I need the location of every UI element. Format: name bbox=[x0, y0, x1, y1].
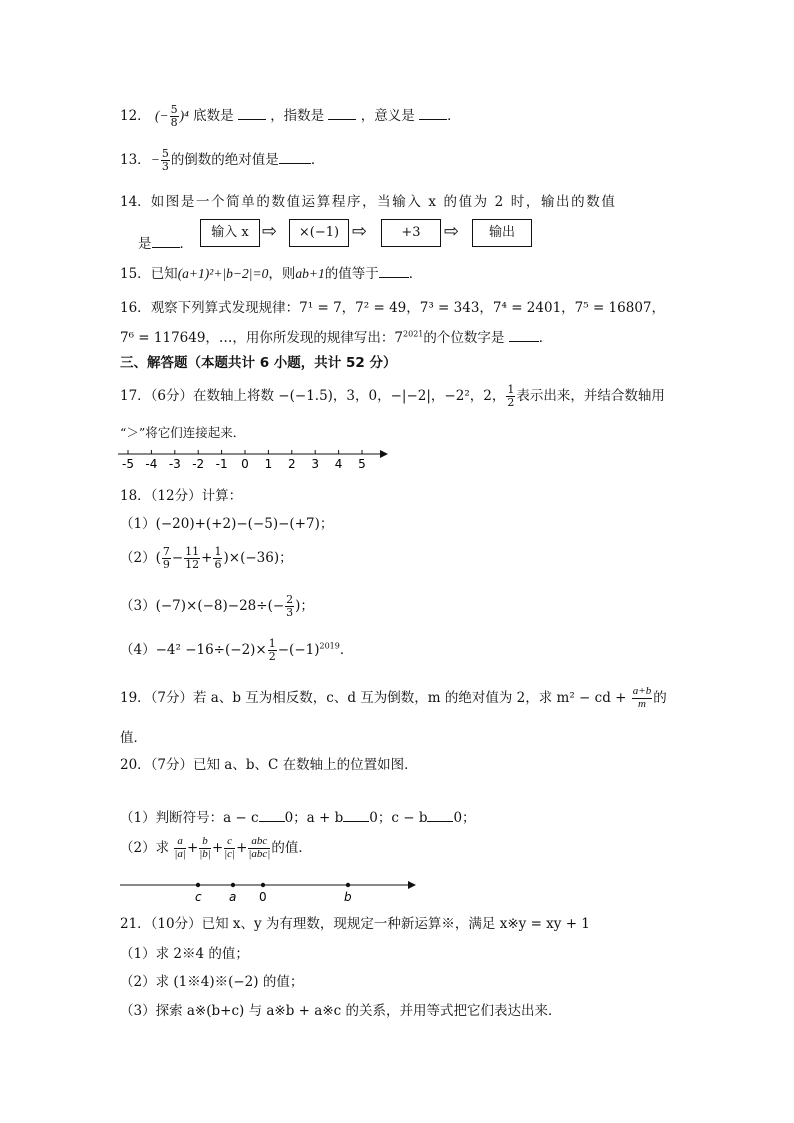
question-20: 20．（7分）已知 a、b、C 在数轴上的位置如图． bbox=[120, 757, 418, 773]
question-21: 21．（10分）已知 x、y 为有理数，现规定一种新运算※，满足 x※y = xy + 1 bbox=[120, 916, 590, 932]
tick-label: 0 bbox=[241, 457, 249, 471]
fraction: $\frac{a}{|a|}$ bbox=[174, 835, 186, 860]
answer-blank[interactable] bbox=[238, 107, 266, 120]
number-line-20 bbox=[118, 876, 418, 906]
question-14-line2: 是 ． bbox=[138, 236, 193, 252]
answer-blank[interactable] bbox=[509, 329, 539, 342]
tick-label: 4 bbox=[334, 457, 343, 471]
flow-box-multiply: ×(−1) bbox=[289, 219, 349, 247]
question-17: 17．（6分）在数轴上将数 −(−1.5)，3，0，−|−2|，−2²，2， $\frac{1}{2}$ 表示出来，并结合数轴用 bbox=[120, 383, 665, 409]
answer-blank[interactable] bbox=[379, 265, 409, 278]
question-17-line2: “＞”将它们连接起来． bbox=[120, 425, 246, 440]
fraction: $\frac{1}{2}$ bbox=[268, 637, 276, 663]
fraction: $\frac{2}{3}$ bbox=[286, 593, 294, 619]
answer-blank[interactable] bbox=[328, 107, 356, 120]
question-15: 15．已知(a+1)²+|b−2|=0，则ab+1的值等于 ． bbox=[120, 266, 423, 282]
flow-box-input: 输入 x bbox=[200, 219, 260, 247]
q20-part2: （2）求 $\frac{a}{|a|}$ + $\frac{b}{|b|}$ + $\frac{c}{|c|}$ + $\frac{\text{abc}}{\text{|abc|}}$ 的值． bbox=[120, 835, 312, 860]
tick-label: -1 bbox=[215, 457, 228, 471]
label-c: c bbox=[195, 890, 202, 904]
flow-box-add: +3 bbox=[381, 219, 441, 247]
flow-box-output: 输出 bbox=[472, 219, 532, 247]
tick-label: 1 bbox=[264, 457, 273, 471]
section-heading: 三、解答题（本题共计 6 小题，共计 52 分） bbox=[120, 355, 397, 371]
fraction: $\frac{1}{6}$ bbox=[214, 545, 222, 571]
fraction: $\frac{c}{|c|}$ bbox=[224, 835, 236, 860]
label-zero: 0 bbox=[259, 890, 267, 904]
tick-label: -4 bbox=[145, 457, 158, 471]
tick-label: -5 bbox=[122, 457, 134, 471]
answer-blank[interactable] bbox=[427, 809, 453, 822]
question-18: 18．（12分）计算： bbox=[120, 488, 243, 504]
question-14: 14．如图是一个简单的数值运算程序，当输入 x 的值为 2 时，输出的数值 bbox=[120, 194, 617, 210]
q21-part1: （1）求 2※4 的值； bbox=[120, 946, 249, 962]
point-a bbox=[231, 883, 235, 887]
label-a: a bbox=[229, 890, 237, 904]
q18-part4: （4）−4² −16÷(−2)× $\frac{1}{2}$ $-(-1)^{2019}$． bbox=[120, 637, 354, 663]
label-b: b bbox=[344, 890, 352, 904]
question-16-line2: 7⁶ = 117649，…，用你所发现的规律写出：$7^{2021}$的个位数字是 ． bbox=[120, 329, 553, 346]
question-19: 19．（7分）若 a、b 互为相反数，c、d 互为倒数，m 的绝对值为 2，求 m² − cd + $\frac{a+b}{m}$ 的 bbox=[120, 685, 667, 710]
fraction: $\frac{7}{9}$ bbox=[162, 545, 170, 571]
arrow-right-icon: ⇨ bbox=[352, 221, 368, 242]
tick-label: -2 bbox=[192, 457, 205, 471]
fraction: $\frac{5}{3}$ bbox=[161, 147, 169, 173]
answer-blank[interactable] bbox=[152, 235, 180, 248]
question-19-line2: 值． bbox=[120, 730, 147, 746]
answer-blank[interactable] bbox=[279, 151, 311, 164]
question-12: 12． (− $\frac{5}{8}$ )⁴ 底数是 ，指数是 ，意义是 ． bbox=[120, 103, 461, 129]
q21-part2: （2）求 (1※4)※(−2) 的值； bbox=[120, 974, 304, 990]
tick-label: -3 bbox=[168, 457, 181, 471]
fraction: $\frac{b}{|b|}$ bbox=[199, 835, 211, 860]
q18-part1: （1）(−20)+(+2)−(−5)−(+7)； bbox=[120, 516, 334, 532]
point-zero bbox=[261, 883, 265, 887]
q20-part1: （1）判断符号：a − c 0；a + b 0；c − b 0； bbox=[120, 810, 476, 826]
tick-label: 5 bbox=[358, 457, 366, 471]
fraction: $\frac{1}{2}$ bbox=[507, 383, 515, 409]
arrow-right-icon: ⇨ bbox=[444, 221, 460, 242]
point-b bbox=[346, 883, 350, 887]
number-line-17 bbox=[118, 446, 388, 476]
fraction: $\frac{11}{12}$ bbox=[185, 545, 200, 571]
answer-blank[interactable] bbox=[343, 809, 369, 822]
point-c bbox=[196, 883, 200, 887]
answer-blank[interactable] bbox=[419, 107, 447, 120]
question-13: 13．− $\frac{5}{3}$ 的倒数的绝对值是 ． bbox=[120, 147, 325, 173]
answer-blank[interactable] bbox=[259, 809, 285, 822]
fraction: $\frac{5}{8}$ bbox=[170, 103, 178, 129]
fraction: $\frac{\text{abc}}{\text{|abc|}}$ bbox=[248, 835, 271, 860]
q18-part3: （3）(−7)×(−8)−28÷(− $\frac{2}{3}$ )； bbox=[120, 593, 314, 619]
tick-label: 2 bbox=[287, 457, 296, 471]
q21-part3: （3）探索 a※(b+c) 与 a※b + a※c 的关系，并用等式把它们表达出来． bbox=[120, 1003, 562, 1019]
arrow-right-icon: ⇨ bbox=[262, 221, 278, 242]
tick-label: 3 bbox=[311, 457, 320, 471]
fraction: $\frac{a+b}{m}$ bbox=[632, 685, 652, 710]
question-16: 16．观察下列算式发现规律：7¹ = 7，7² = 49，7³ = 343，7⁴ = 2401，7⁵ = 16807， bbox=[120, 300, 665, 316]
q18-part2: （2）( $\frac{7}{9}$ − $\frac{11}{12}$ + $\frac{1}{6}$ )×(−36)； bbox=[120, 545, 293, 571]
math-expr: (− bbox=[154, 108, 169, 123]
